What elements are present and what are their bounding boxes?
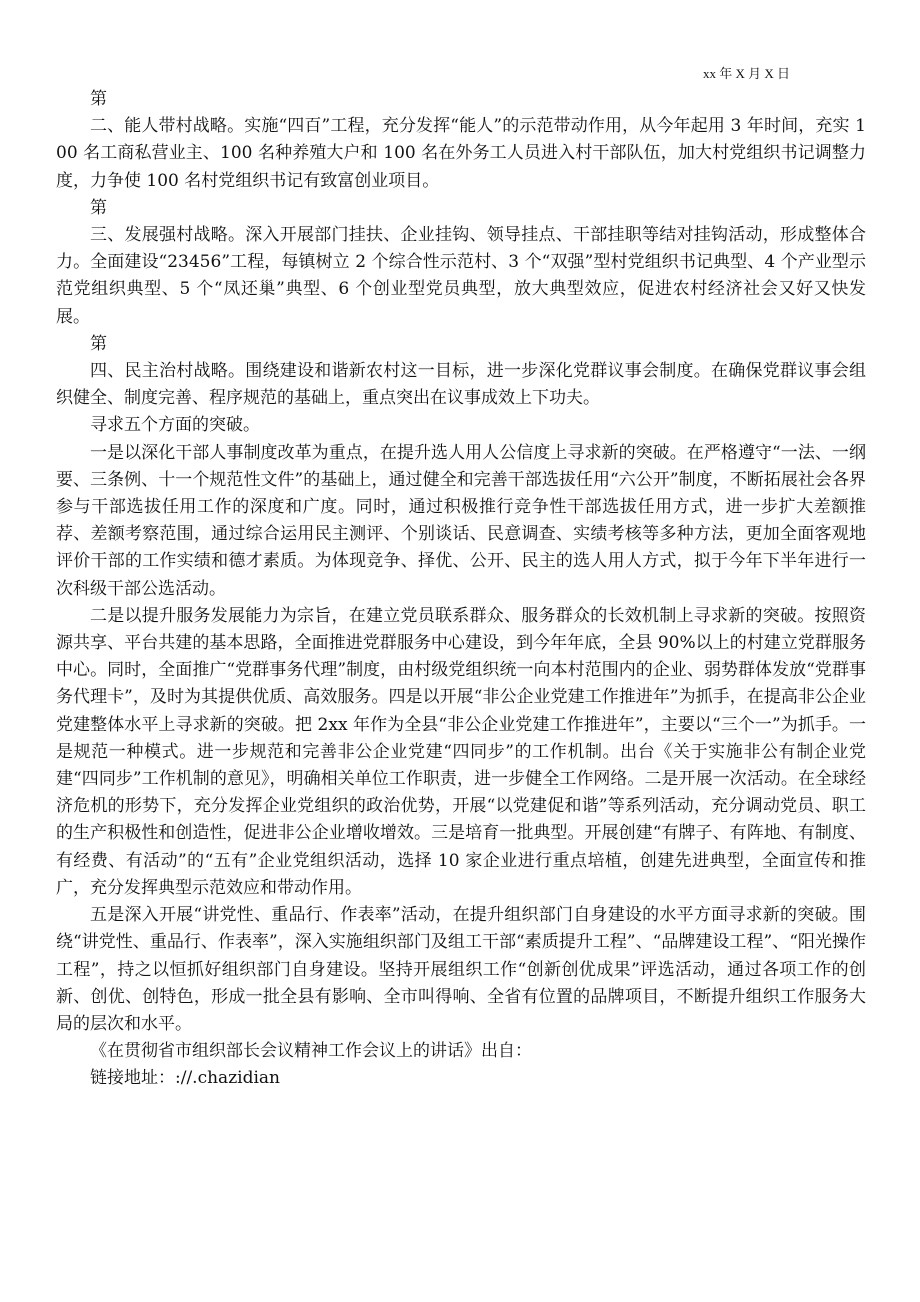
header-date: xx 年 X 月 X 日 [703, 66, 791, 81]
document-body [56, 86, 866, 1093]
paragraph-breakthrough-two: 二是以提升服务发展能力为宗旨，在建立党员联系群众、服务群众的长效机制上寻求新的突破。按照资源共享、平台共建的基本思路，全面推进党群服务中心建设，到今年年底，全县 90%以上的村建立党群服务中心。同时，全面推广“党群事务代理”制度，由村级党组织统一向本村范围内的企业、弱势群体发放“党群事务代理卡”，及时为其提供优质、高效服务。四是以开展“非公企业党建工作推进年”为抓手，在提高非公企业党建整体水平上寻求新的突破。把 2xx 年作为全县“非公企业党建工作推进年”，主要以“三个一”为抓手。一是规范一种模式。进一步规范和完善非公企业党建“四同步”的工作机制。出台《关于实施非公有制企业党建“四同步”工作机制的意见》，明确相关单位工作职责，进一步健全工作网络。二是开展一次活动。在全球经济危机的形势下，充分发挥企业党组织的政治优势，开展“以党建促和谐”等系列活动，充分调动党员、职工的生产积极性和创造性，促进非公企业增收增效。三是培育一批典型。开展创建“有牌子、有阵地、有制度、有经费、有活动”的“五有”企业党组织活动，选择 10 家企业进行重点培植，创建先进典型，全面宣传和推广，充分发挥典型示范效应和带动作用。 [56, 605, 866, 898]
paragraph-source: 《在贯彻省市组织部长会议精神工作会议上的讲话》出自： [90, 1041, 532, 1062]
paragraph-strategy-three: 三、发展强村战略。深入开展部门挂扶、企业挂钩、领导挂点、干部挂职等结对挂钩活动，形成整体合力。全面建设“23456”工程，每镇树立 2 个综合性示范村、3 个“双强”型村党组织书记典型、4 个产业型示范党组织典型、5 个“凤还巢”典型、6 个创业型党员典型，放大典型效应，促进农村经济社会又好又快发展。 [56, 225, 866, 327]
paragraph-strategy-two: 二、能人带村战略。实施“四百”工程，充分发挥“能人”的示范带动作用，从今年起用 3 年时间，充实 100 名工商私营业主、100 名种养殖大户和 100 名在外务工人员进入村干部队伍，加大村党组织书记调整力度，力争使 100 名村党组织书记有致富创业项目。 [56, 116, 866, 191]
paragraph-breakthrough-one: 一是以深化干部人事制度改革为重点，在提升选人用人公信度上寻求新的突破。在严格遵守“一法、一纲要、三条例、十一个规范性文件”的基础上，通过健全和完善干部选拔任用“六公开”制度，不断拓展社会各界参与干部选拔任用工作的深度和广度。同时，通过积极推行竞争性干部选拔任用方式，进一步扩大差额推荐、差额考察范围，通过综合运用民主测评、个别谈话、民意调查、实绩考核等多种方法，更加全面客观地评价干部的工作实绩和德才素质。为体现竞争、择优、公开、民主的选人用人方式，拟于今年下半年进行一次科级干部公选活动。 [56, 442, 866, 599]
paragraph-section-marker: 第 [90, 89, 107, 109]
paragraph-strategy-four: 四、民主治村战略。围绕建设和谐新农村这一目标，进一步深化党群议事会制度。在确保党群议事会组织健全、制度完善、程序规范的基础上，重点突出在议事成效上下功夫。 [56, 361, 866, 409]
paragraph-section-marker: 第 [90, 333, 107, 354]
paragraph-link: 链接地址：://.chazidian [90, 1068, 280, 1089]
paragraph-breakthrough-five: 五是深入开展“讲党性、重品行、作表率”活动，在提升组织部门自身建设的水平方面寻求新的突破。围绕“讲党性、重品行、作表率”，深入实施组织部门及组工干部“素质提升工程”、“品牌建设工程”、“阳光操作工程”，持之以恒抓好组织部门自身建设。坚持开展组织工作“创新创优成果”评选活动，通过各项工作的创新、创优、创特色，形成一批全县有影响、全市叫得响、全省有位置的品牌项目，不断提升组织工作服务大局的层次和水平。 [56, 905, 866, 1034]
paragraph-section-marker: 第 [90, 197, 107, 218]
paragraph-five-breakthroughs-heading: 寻求五个方面的突破。 [90, 415, 260, 436]
